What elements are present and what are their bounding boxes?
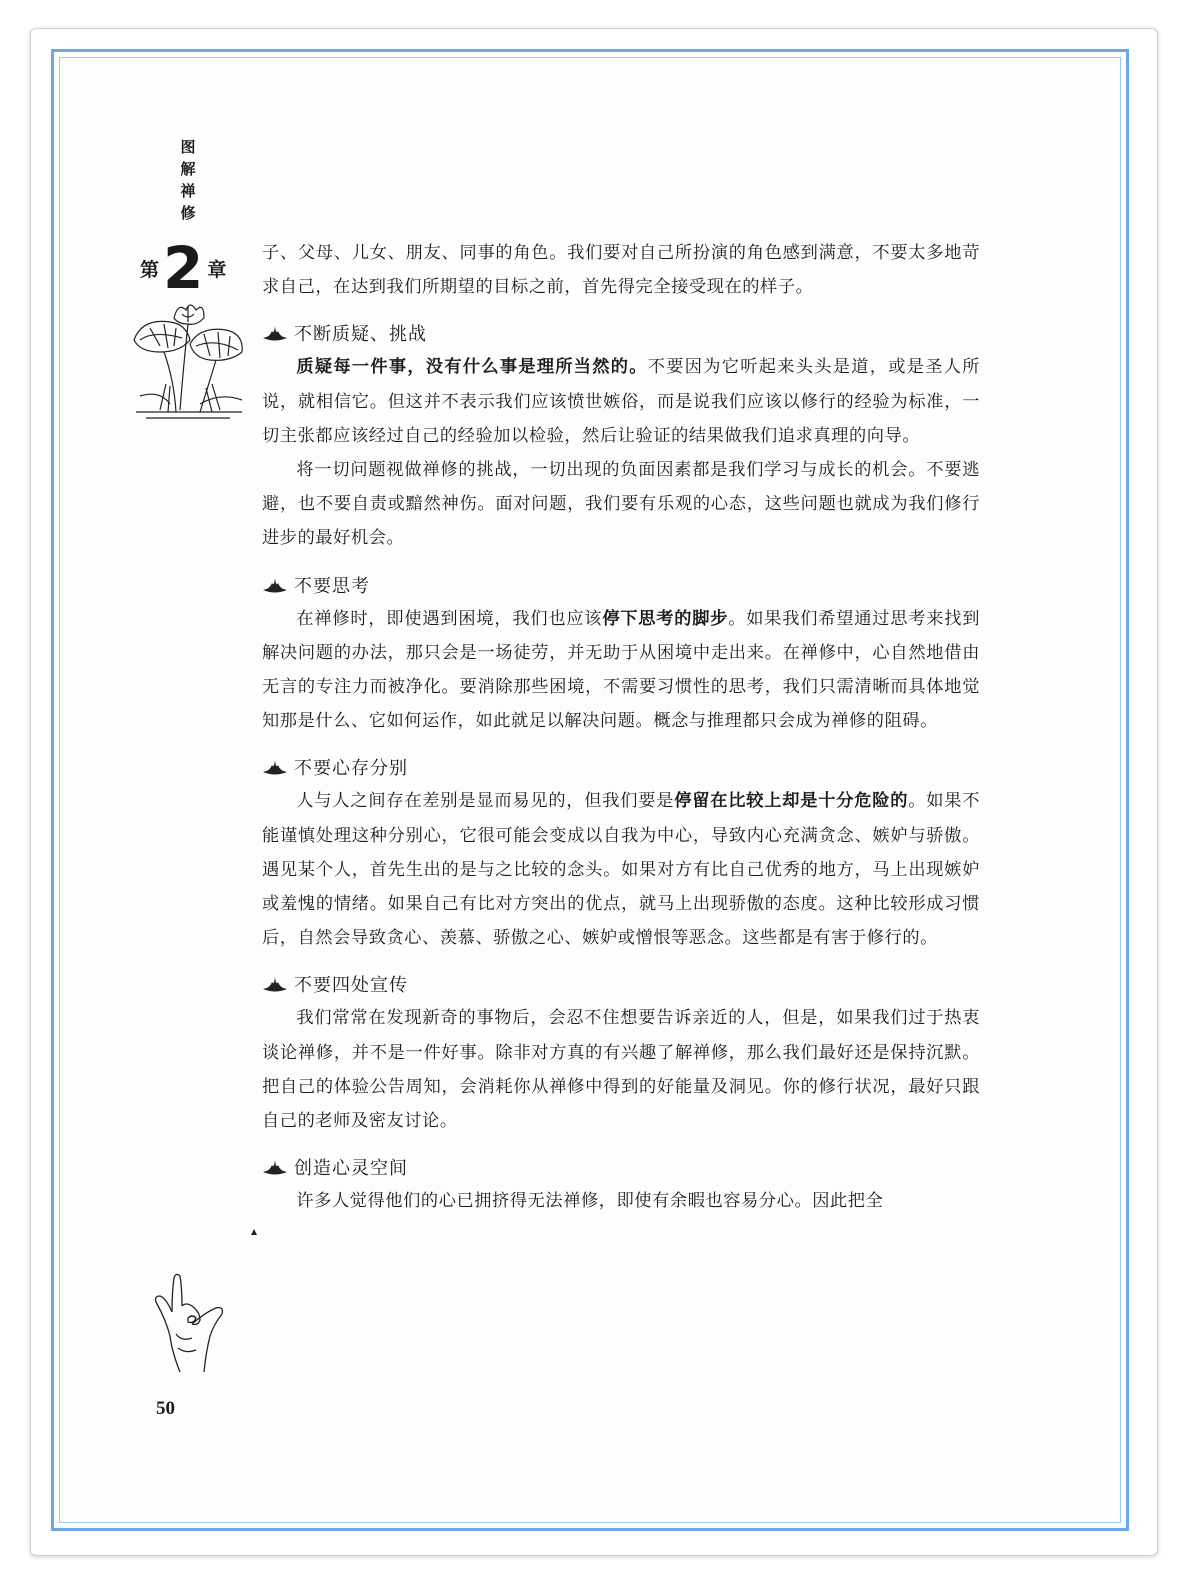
section-heading xyxy=(262,568,980,602)
chapter-number: 2 xyxy=(163,234,204,302)
text-span: 子、父母、儿女、朋友、同事的角色。我们要对自己所扮演的角色感到满意，不要太多地苛求自己，在达到我们所期望的目标之前，首先得完全接受现在的样子。 xyxy=(262,243,980,298)
section-heading xyxy=(262,750,980,784)
body-text xyxy=(262,236,980,1218)
chapter-suffix: 章 xyxy=(207,258,227,281)
book-title-char: 解 xyxy=(180,160,196,178)
paragraph xyxy=(262,784,980,955)
lotus-bullet-icon xyxy=(262,976,288,992)
paragraph xyxy=(262,453,980,556)
book-title-char: 禅 xyxy=(180,182,196,200)
lotus-illustration xyxy=(130,300,248,422)
paragraph xyxy=(262,236,980,304)
section-heading-text: 不要心存分别 xyxy=(294,758,408,780)
ink-speck xyxy=(250,1228,258,1236)
section-heading xyxy=(262,967,980,1001)
section-heading-text: 不要思考 xyxy=(294,575,370,597)
emphasis-text: 停下思考的脚步 xyxy=(602,608,729,629)
text-span: 人与人之间存在差别是显而易见的，但我们要是 xyxy=(296,791,675,812)
emphasis-text: 质疑每一件事，没有什么事是理所当然的。 xyxy=(296,357,648,378)
lotus-bullet-icon xyxy=(262,577,288,593)
book-title-char: 修 xyxy=(180,204,196,222)
text-span: 将一切问题视做禅修的挑战，一切出现的负面因素都是我们学习与成长的机会。不要逃避，也不要自责或黯然神伤。面对问题，我们要有乐观的心态，这些问题也就成为我们修行进步的最好机会。 xyxy=(262,460,980,549)
paragraph xyxy=(262,1184,980,1218)
book-title-char: 图 xyxy=(180,138,196,156)
hand-mudra-illustration xyxy=(148,1272,228,1376)
book-title-vertical xyxy=(176,136,200,224)
text-span: 。如果我们希望通过思考来找到解决问题的办法，那只会是一场徒劳，并无助于从困境中走出来。在禅修中，心自然地借由无言的专注力而被净化。要消除那些困境，不需要习惯性的思考，我们只需清晰而具体地觉知那是什么、它如何运作，如此就足以解决问题。概念与推理都只会成为禅修的阻碍。 xyxy=(262,608,981,732)
section-heading xyxy=(262,316,980,350)
text-span: 在禅修时，即使遇到困境，我们也应该 xyxy=(296,608,603,629)
paragraph xyxy=(262,602,980,739)
section-heading-text: 不要四处宣传 xyxy=(294,975,408,997)
chapter-label xyxy=(140,236,226,300)
text-span: 。如果不能谨慎处理这种分别心，它很可能会变成以自我为中心，导致内心充满贪念、嫉妒与骄傲。遇见某个人，首先生出的是与之比较的念头。如果对方有比自己优秀的地方，马上出现嫉妒或羞愧的情绪。如果自己有比对方突出的优点，就马上出现骄傲的态度。这种比较形成习惯后，自然会导致贪心、羡慕、骄傲之心、嫉妒或憎恨等恶念。这些都是有害于修行的。 xyxy=(262,791,980,949)
text-span: 许多人觉得他们的心已拥挤得无法禅修，即使有余暇也容易分心。因此把全 xyxy=(296,1191,884,1212)
paragraph xyxy=(262,1001,980,1138)
text-span: 我们常常在发现新奇的事物后，会忍不住想要告诉亲近的人，但是，如果我们过于热衷谈论禅修，并不是一件好事。除非对方真的有兴趣了解禅修，那么我们最好还是保持沉默。把自己的体验公告周知，会消耗你从禅修中得到的好能量及洞见。你的修行状况，最好只跟自己的老师及密友讨论。 xyxy=(262,1008,980,1132)
lotus-bullet-icon xyxy=(262,325,288,341)
section-heading-text: 创造心灵空间 xyxy=(294,1158,408,1180)
emphasis-text: 停留在比较上却是十分危险的 xyxy=(674,791,909,812)
text-span: 不要因为它听起来头头是道，或是圣人所说，就相信它。但这并不表示我们应该愤世嫉俗，而是说我们应该以修行的经验为标准，一切主张都应该经过自己的经验加以检验，然后让验证的结果做我们追求真理的向导。 xyxy=(262,357,980,446)
section-heading xyxy=(262,1150,980,1184)
lotus-bullet-icon xyxy=(262,1159,288,1175)
page-number: 50 xyxy=(156,1398,175,1419)
lotus-bullet-icon xyxy=(262,759,288,775)
paragraph xyxy=(262,350,980,453)
section-heading-text: 不断质疑、挑战 xyxy=(294,324,427,346)
chapter-prefix: 第 xyxy=(140,258,160,281)
